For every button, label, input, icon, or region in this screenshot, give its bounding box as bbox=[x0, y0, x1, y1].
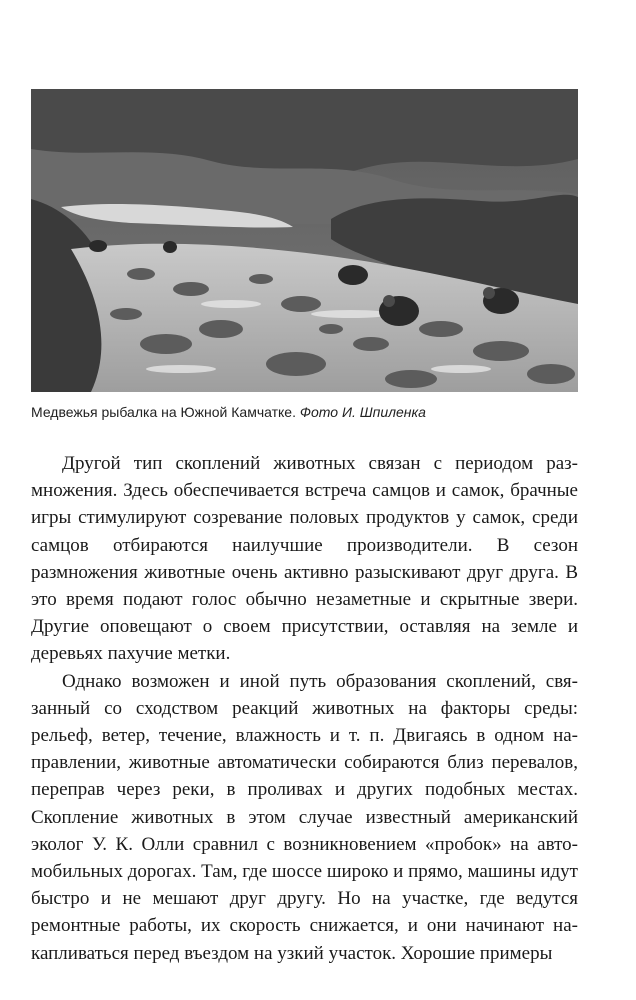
paragraph: Другой тип скоплений животных связан с периодом размножения. Здесь обеспечивается встреча самцов и самок, брачные игры стимулируют созревание половых продуктов у самок, среди самцов отбираются наилучшие производители. В сезон размножения животные очень активно разыскивают друг друга. В это время подают голос обычно незаметные и скрытные звери. Другие оповещают о своем присутствии, оставляя на земле и деревьях пахучие метки. bbox=[31, 453, 578, 665]
bear-fishing-photo bbox=[31, 89, 578, 392]
body-text bbox=[31, 450, 578, 967]
caption-text: Медвежья рыбалка на Южной Камчатке. bbox=[31, 404, 296, 420]
caption-credit: Фото И. Шпиленка bbox=[299, 404, 426, 420]
paragraph: Однако возможен и иной путь образования скоплений, связанный со сходством реакций животных на факторы среды: рельеф, ветер, течение, влажность и т. п. Двигаясь в одном направлении, животные автоматически собираются близ перевалов, переправ через реки, в проливах и других подобных местах. Скопление животных в этом случае известный американский эколог У. К. Олли сравнил с возникновением «пробок» на автомобильных дорогах. Там, где шоссе широко и прямо, машины идут быстро и не мешают друг другу. Но на участке, где ведутся ремонтные работы, их скорость снижается, и они начинают накапливаться перед въездом на узкий участок. Хорошие примеры bbox=[31, 670, 578, 964]
photo-caption bbox=[31, 403, 591, 421]
